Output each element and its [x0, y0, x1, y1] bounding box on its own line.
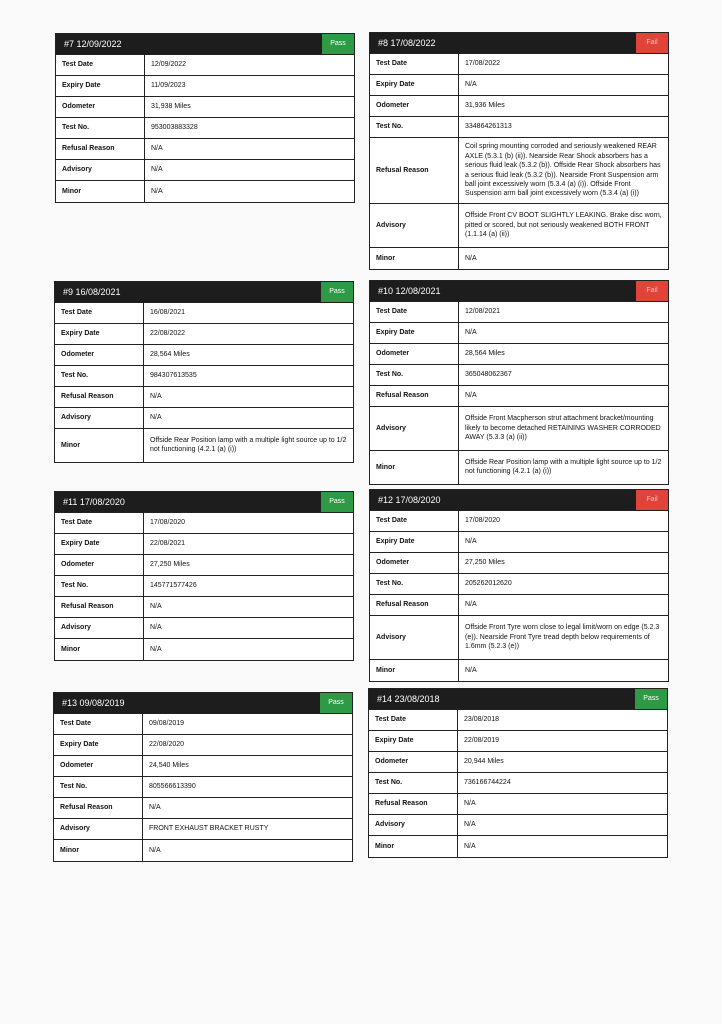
card-title: #8 17/08/2022 — [378, 38, 436, 48]
row-label: Advisory — [55, 618, 144, 639]
row-label: Refusal Reason — [54, 798, 143, 819]
row-label: Odometer — [54, 756, 143, 777]
row-label: Minor — [370, 660, 459, 681]
row-label: Expiry Date — [55, 534, 144, 555]
minor-value: N/A — [458, 836, 668, 857]
row-label: Odometer — [370, 96, 459, 117]
advisory-value: N/A — [144, 408, 354, 429]
row-label: Expiry Date — [370, 323, 459, 344]
mot-card — [55, 33, 355, 203]
mot-card — [54, 281, 354, 463]
row-label: Minor — [55, 639, 144, 660]
row-label: Refusal Reason — [370, 386, 459, 407]
row-label: Minor — [56, 181, 145, 202]
row-label: Advisory — [55, 408, 144, 429]
card-title: #12 17/08/2020 — [378, 495, 441, 505]
minor-value: Offside Rear Position lamp with a multiple light source up to 1/2 not functioning (4.2.1 (a) (i)) — [459, 451, 669, 484]
row-label: Advisory — [54, 819, 143, 840]
expiry-date-value: 22/08/2022 — [144, 324, 354, 345]
result-badge: Fail — [636, 490, 668, 510]
card-title: #11 17/08/2020 — [63, 497, 125, 507]
test-date-value: 09/08/2019 — [143, 714, 353, 735]
row-label: Test Date — [370, 511, 459, 532]
test-date-value: 12/08/2021 — [459, 302, 669, 323]
row-label: Test Date — [369, 710, 458, 731]
expiry-date-value: 11/09/2023 — [145, 76, 355, 97]
minor-value: N/A — [143, 840, 353, 861]
expiry-date-value: 22/08/2019 — [458, 731, 668, 752]
refusal-reason-value: N/A — [144, 387, 354, 408]
test-no-value: 805566613390 — [143, 777, 353, 798]
mot-card — [53, 692, 353, 862]
refusal-reason-value: N/A — [459, 595, 669, 616]
row-label: Advisory — [56, 160, 145, 181]
row-label: Test Date — [370, 302, 459, 323]
row-label: Test No. — [55, 576, 144, 597]
row-label: Advisory — [370, 407, 459, 451]
test-no-value: 145771577426 — [144, 576, 354, 597]
row-label: Expiry Date — [56, 76, 145, 97]
row-label: Refusal Reason — [369, 794, 458, 815]
refusal-reason-value: N/A — [143, 798, 353, 819]
card-header — [370, 281, 668, 301]
test-date-value: 16/08/2021 — [144, 303, 354, 324]
refusal-reason-value: Coil spring mounting corroded and seriously weakened REAR AXLE (5.3.1 (b) (ii)). Nearside Rear Shock absorbers has a serious fluid leak (5.3.2 (b)). Offside Rear Shock absorbers has a serious fluid leak (5.3.2 (b)). Nearside Front Suspension arm ball joint excessively worn (5.3.4 (a) (i)). Offside Front Suspension arm ball joint excessively worn (5.3.4 (a) (i)) — [459, 138, 669, 204]
mot-card — [369, 32, 669, 270]
row-label: Advisory — [370, 204, 459, 248]
mot-card — [54, 491, 354, 661]
row-label: Odometer — [369, 752, 458, 773]
test-no-value: 205262012620 — [459, 574, 669, 595]
test-no-value: 736166744224 — [458, 773, 668, 794]
card-title: #14 23/08/2018 — [377, 694, 440, 704]
row-label: Expiry Date — [55, 324, 144, 345]
card-header — [54, 693, 352, 713]
row-label: Refusal Reason — [370, 138, 459, 204]
odometer-value: 28,564 Miles — [144, 345, 354, 366]
odometer-value: 27,250 Miles — [459, 553, 669, 574]
row-label: Advisory — [370, 616, 459, 660]
row-label: Odometer — [56, 97, 145, 118]
result-badge: Pass — [322, 34, 354, 54]
row-label: Minor — [370, 451, 459, 484]
row-label: Expiry Date — [369, 731, 458, 752]
result-badge: Fail — [636, 33, 668, 53]
row-label: Test No. — [56, 118, 145, 139]
mot-card — [369, 489, 669, 682]
row-label: Test No. — [54, 777, 143, 798]
advisory-value: Offside Front Macpherson strut attachment bracket/mounting likely to become detached RETAINING WASHER CORRODED AWAY (5.3.3 (a) (ii)) — [459, 407, 669, 451]
row-label: Test No. — [55, 366, 144, 387]
card-header — [55, 282, 353, 302]
row-label: Test No. — [370, 574, 459, 595]
refusal-reason-value: N/A — [145, 139, 355, 160]
test-date-value: 17/08/2020 — [459, 511, 669, 532]
card-header — [370, 33, 668, 53]
row-label: Expiry Date — [54, 735, 143, 756]
odometer-value: 24,540 Miles — [143, 756, 353, 777]
result-badge: Pass — [321, 282, 353, 302]
test-date-value: 12/09/2022 — [145, 55, 355, 76]
refusal-reason-value: N/A — [458, 794, 668, 815]
minor-value: N/A — [459, 660, 669, 681]
card-header — [370, 490, 668, 510]
minor-value: N/A — [144, 639, 354, 660]
row-label: Test No. — [369, 773, 458, 794]
minor-value: N/A — [145, 181, 355, 202]
row-label: Minor — [55, 429, 144, 462]
expiry-date-value: N/A — [459, 323, 669, 344]
result-badge: Pass — [321, 492, 353, 512]
row-label: Test Date — [55, 303, 144, 324]
card-title: #7 12/09/2022 — [64, 39, 122, 49]
row-label: Test No. — [370, 117, 459, 138]
row-label: Test Date — [55, 513, 144, 534]
advisory-value: Offside Front CV BOOT SLIGHTLY LEAKING. Brake disc worn, pitted or scored, but not seriously weakened BOTH FRONT (1.1.14 (a) (ii)) — [459, 204, 669, 248]
row-label: Refusal Reason — [56, 139, 145, 160]
row-label: Odometer — [55, 345, 144, 366]
expiry-date-value: N/A — [459, 75, 669, 96]
advisory-value: N/A — [144, 618, 354, 639]
odometer-value: 20,944 Miles — [458, 752, 668, 773]
row-label: Minor — [369, 836, 458, 857]
mot-card — [368, 688, 668, 858]
card-title: #9 16/08/2021 — [63, 287, 121, 297]
test-no-value: 984307613535 — [144, 366, 354, 387]
result-badge: Pass — [635, 689, 667, 709]
row-label: Odometer — [370, 553, 459, 574]
row-label: Odometer — [370, 344, 459, 365]
row-label: Refusal Reason — [55, 387, 144, 408]
row-label: Refusal Reason — [55, 597, 144, 618]
test-date-value: 23/08/2018 — [458, 710, 668, 731]
refusal-reason-value: N/A — [144, 597, 354, 618]
row-label: Test Date — [56, 55, 145, 76]
test-no-value: 953003883328 — [145, 118, 355, 139]
row-label: Refusal Reason — [370, 595, 459, 616]
row-label: Test No. — [370, 365, 459, 386]
expiry-date-value: 22/08/2020 — [143, 735, 353, 756]
advisory-value: N/A — [458, 815, 668, 836]
expiry-date-value: 22/08/2021 — [144, 534, 354, 555]
card-header — [56, 34, 354, 54]
odometer-value: 31,938 Miles — [145, 97, 355, 118]
odometer-value: 27,250 Miles — [144, 555, 354, 576]
row-label: Minor — [54, 840, 143, 861]
advisory-value: Offside Front Tyre worn close to legal limit/worn on edge (5.2.3 (e)). Nearside Front Tyre tread depth below requirements of 1.6mm (5.2.3 (e)) — [459, 616, 669, 660]
row-label: Test Date — [370, 54, 459, 75]
row-label: Minor — [370, 248, 459, 269]
card-header — [55, 492, 353, 512]
row-label: Test Date — [54, 714, 143, 735]
minor-value: N/A — [459, 248, 669, 269]
card-header — [369, 689, 667, 709]
row-label: Expiry Date — [370, 532, 459, 553]
result-badge: Fail — [636, 281, 668, 301]
card-title: #10 12/08/2021 — [378, 286, 441, 296]
test-date-value: 17/08/2020 — [144, 513, 354, 534]
expiry-date-value: N/A — [459, 532, 669, 553]
minor-value: Offside Rear Position lamp with a multiple light source up to 1/2 not functioning (4.2.1 (a) (i)) — [144, 429, 354, 462]
card-title: #13 09/08/2019 — [62, 698, 125, 708]
odometer-value: 28,564 Miles — [459, 344, 669, 365]
row-label: Odometer — [55, 555, 144, 576]
test-no-value: 365048062367 — [459, 365, 669, 386]
test-date-value: 17/08/2022 — [459, 54, 669, 75]
row-label: Advisory — [369, 815, 458, 836]
result-badge: Pass — [320, 693, 352, 713]
advisory-value: FRONT EXHAUST BRACKET RUSTY — [143, 819, 353, 840]
test-no-value: 334864261313 — [459, 117, 669, 138]
advisory-value: N/A — [145, 160, 355, 181]
mot-card — [369, 280, 669, 485]
odometer-value: 31,936 Miles — [459, 96, 669, 117]
row-label: Expiry Date — [370, 75, 459, 96]
refusal-reason-value: N/A — [459, 386, 669, 407]
